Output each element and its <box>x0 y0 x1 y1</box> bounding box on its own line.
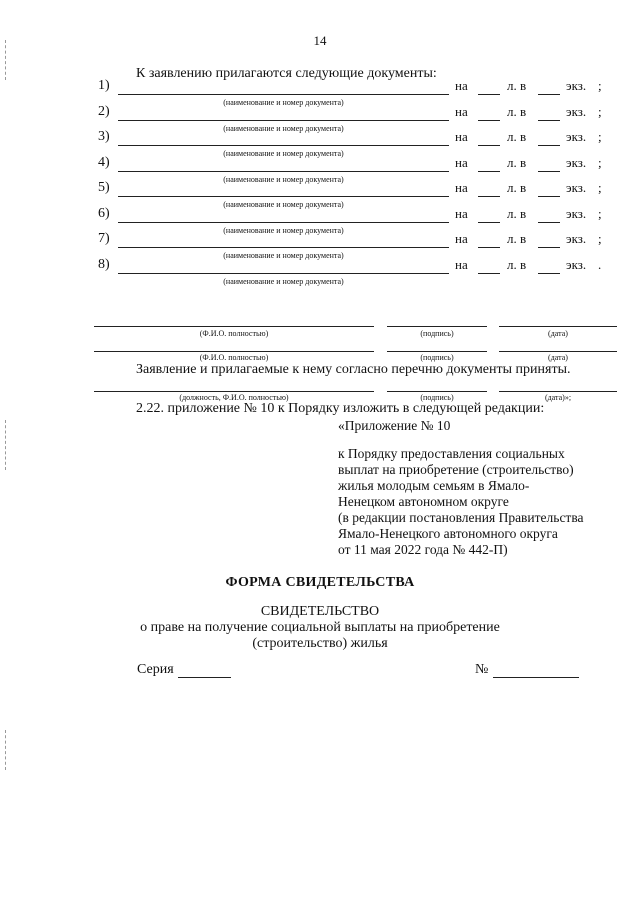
row-punctuation: ; <box>598 205 602 221</box>
fio-line-2 <box>94 351 374 352</box>
document-row <box>0 129 640 158</box>
certificate-heading: СВИДЕТЕЛЬСТВО <box>260 604 380 619</box>
document-row-number: 8) <box>98 256 110 272</box>
pages-in-label: л. в <box>507 103 527 119</box>
certificate-line-1: о праве на получение социальной выплаты на приобретение <box>140 620 500 635</box>
row-punctuation: ; <box>598 78 602 93</box>
date-line-2 <box>499 351 617 352</box>
accepted-text: Заявление и прилагаемые к нему согласно перечню документы приняты. <box>136 362 571 377</box>
row-punctuation: . <box>598 256 602 272</box>
document-caption: (наименование и номер документа) <box>223 251 344 260</box>
document-row <box>0 256 640 286</box>
document-caption: (наименование и номер документа) <box>223 149 344 158</box>
date-line-1 <box>499 326 617 327</box>
pages-prefix: на <box>455 129 468 144</box>
date-caption-3: (дата)»; <box>544 393 572 402</box>
document-name-line <box>118 196 449 197</box>
appendix-line: от 11 мая 2022 года № 442-П) <box>338 542 508 557</box>
signature-line-2 <box>387 351 487 352</box>
copies-label: экз. <box>566 103 587 119</box>
signature-line-3 <box>387 391 487 392</box>
pages-blank <box>478 196 500 197</box>
appendix-line: (в редакции постановления Правительства <box>338 510 584 525</box>
copies-blank <box>538 171 560 172</box>
document-caption: (наименование и номер документа) <box>223 225 344 235</box>
pages-prefix: на <box>455 231 468 246</box>
pages-blank <box>478 120 500 121</box>
document-name-line <box>118 273 449 274</box>
document-row <box>0 205 640 235</box>
copies-blank <box>538 273 560 274</box>
fio-caption-2: (Ф.И.О. полностью) <box>199 353 269 362</box>
copies-blank <box>538 145 560 146</box>
pages-in-label: л. в <box>507 78 527 93</box>
pages-blank <box>478 247 500 248</box>
document-name-line <box>118 94 449 95</box>
margin-dash-mid <box>5 420 6 470</box>
pages-prefix: на <box>455 103 468 119</box>
row-punctuation: ; <box>598 231 602 246</box>
document-row <box>0 154 640 184</box>
document-name-line <box>118 145 449 146</box>
appendix-line: выплат на приобретение (строительство) <box>338 462 574 477</box>
appendix-line: жилья молодым семьям в Ямало- <box>338 478 530 493</box>
fio-caption-1: (Ф.И.О. полностью) <box>199 329 269 338</box>
pages-blank <box>478 171 500 172</box>
position-caption: (должность, Ф.И.О. полностью) <box>179 393 289 402</box>
row-punctuation: ; <box>598 103 602 119</box>
series-label: Серия <box>137 662 174 677</box>
pages-blank <box>478 222 500 223</box>
document-row-number: 6) <box>98 205 110 221</box>
pages-in-label: л. в <box>507 205 527 221</box>
document-row <box>0 78 640 107</box>
document-caption: (наименование и номер документа) <box>223 276 344 286</box>
copies-blank <box>538 222 560 223</box>
pages-prefix: на <box>455 78 468 93</box>
pages-blank <box>478 94 500 95</box>
series-field-line <box>178 677 231 678</box>
document-row <box>0 180 640 209</box>
amendment-text: 2.22. приложение № 10 к Порядку изложить в следующей редакции: <box>136 401 545 416</box>
copies-blank <box>538 94 560 95</box>
margin-dash-bottom <box>5 730 6 770</box>
document-name-line <box>118 222 449 223</box>
row-punctuation: ; <box>598 129 602 144</box>
document-caption: (наименование и номер документа) <box>223 98 344 107</box>
signature-caption-2: (подпись) <box>420 353 454 362</box>
fio-line-1 <box>94 326 374 327</box>
pages-blank <box>478 273 500 274</box>
document-row-number: 4) <box>98 154 110 170</box>
appendix-line: Ямало-Ненецкого автономного округа <box>338 526 558 541</box>
certificate-line-2: (строительство) жилья <box>252 636 388 651</box>
copies-blank <box>538 247 560 248</box>
document-caption: (наименование и номер документа) <box>223 200 344 209</box>
signature-line-1 <box>387 326 487 327</box>
signature-caption-3: (подпись) <box>420 393 454 402</box>
page-number: 14 <box>313 33 327 48</box>
number-label: № <box>475 662 489 677</box>
date-caption-1: (дата) <box>548 329 568 338</box>
document-row-number: 1) <box>98 78 110 93</box>
copies-label: экз. <box>566 231 587 246</box>
copies-blank <box>538 196 560 197</box>
copies-label: экз. <box>566 154 587 170</box>
document-name-line <box>118 171 449 172</box>
date-line-3 <box>499 391 617 392</box>
pages-in-label: л. в <box>507 129 527 144</box>
pages-prefix: на <box>455 205 468 221</box>
pages-prefix: на <box>455 154 468 170</box>
row-punctuation: ; <box>598 180 602 195</box>
pages-blank <box>478 145 500 146</box>
position-line <box>94 391 374 392</box>
document-caption: (наименование и номер документа) <box>223 123 344 133</box>
appendix-line: Ненецком автономном округе <box>338 494 509 509</box>
document-row-number: 7) <box>98 231 110 246</box>
pages-in-label: л. в <box>507 154 527 170</box>
number-field-line <box>493 677 579 678</box>
appendix-reference <box>338 446 584 558</box>
document-name-line <box>118 247 449 248</box>
document-row-number: 2) <box>98 103 110 119</box>
document-row-number: 5) <box>98 180 110 195</box>
appendix-title: «Приложение № 10 <box>338 418 451 433</box>
pages-in-label: л. в <box>507 180 527 195</box>
copies-blank <box>538 120 560 121</box>
document-row <box>0 231 640 260</box>
pages-prefix: на <box>455 180 468 195</box>
appendix-line: к Порядку предоставления социальных <box>338 446 565 461</box>
date-caption-2: (дата) <box>548 353 568 362</box>
pages-prefix: на <box>455 256 468 272</box>
copies-label: экз. <box>566 256 587 272</box>
document-row <box>0 103 640 133</box>
copies-label: экз. <box>566 205 587 221</box>
document-caption: (наименование и номер документа) <box>223 174 344 184</box>
pages-in-label: л. в <box>507 231 527 246</box>
copies-label: экз. <box>566 180 587 195</box>
copies-label: экз. <box>566 129 587 144</box>
document-row-number: 3) <box>98 129 110 144</box>
attachments-intro: К заявлению прилагаются следующие документы: <box>136 66 437 81</box>
row-punctuation: ; <box>598 154 602 170</box>
form-title: ФОРМА СВИДЕТЕЛЬСТВА <box>225 575 415 590</box>
pages-in-label: л. в <box>507 256 527 272</box>
document-name-line <box>118 120 449 121</box>
copies-label: экз. <box>566 78 587 93</box>
signature-caption-1: (подпись) <box>420 329 454 338</box>
